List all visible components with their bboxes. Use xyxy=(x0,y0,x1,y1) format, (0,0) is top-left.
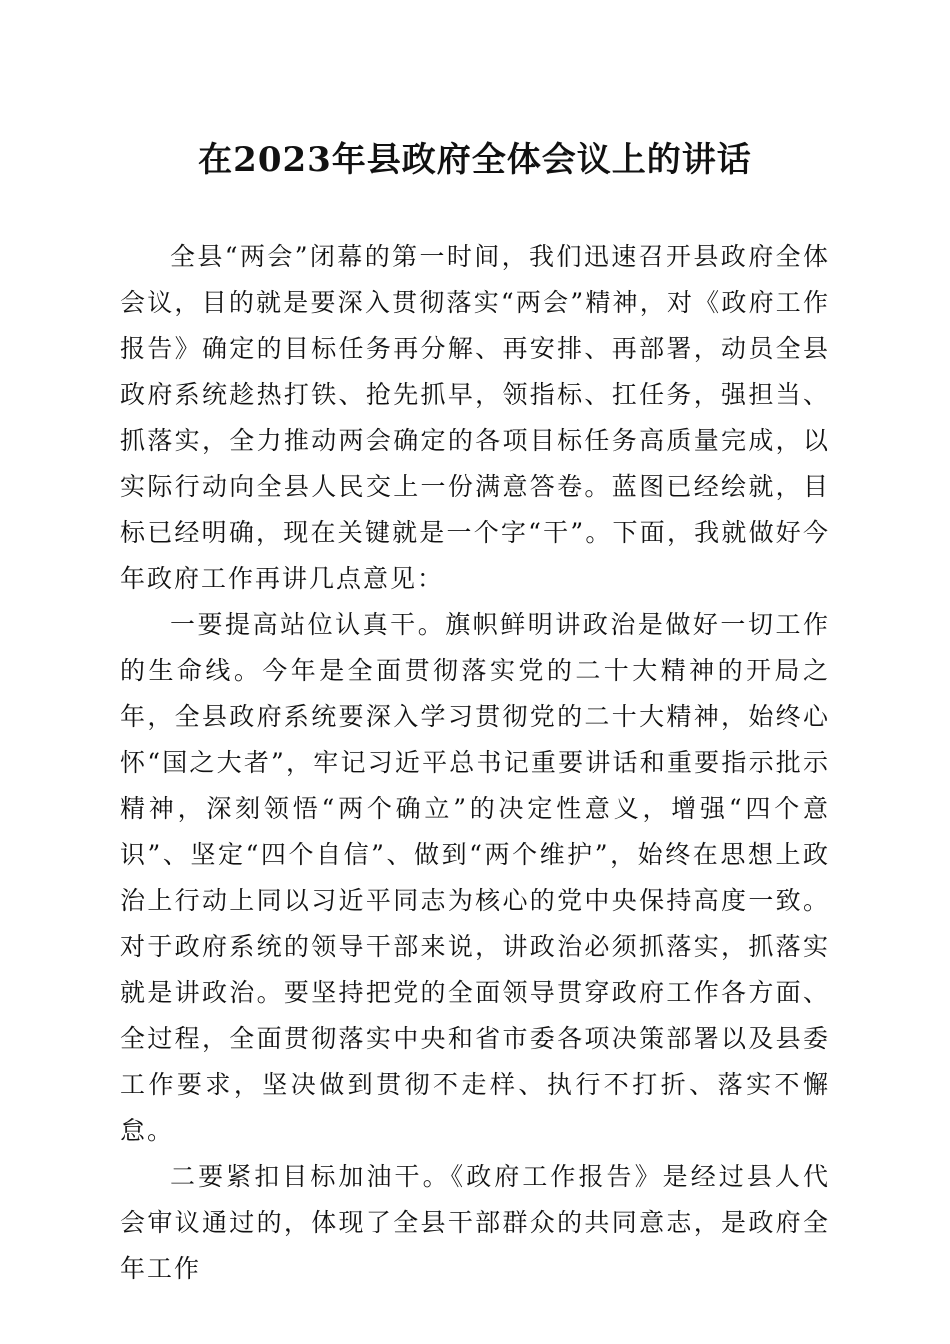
document-body xyxy=(120,234,830,1292)
paragraph-point-two: 二要紧扣目标加油干。《政府工作报告》是经过县人代会审议通过的，体现了全县干部群众的共同意志，是政府全年工作 xyxy=(120,1162,830,1283)
paragraph-point-one: 一要提高站位认真干。旗帜鲜明讲政治是做好一切工作的生命线。今年是全面贯彻落实党的二十大精神的开局之年，全县政府系统要深入学习贯彻党的二十大精神，始终心怀“国之大者”，牢记习近平总书记重要讲话和重要指示批示精神，深刻领悟“两个确立”的决定性意义，增强“四个意识”、坚定“四个自信”、做到“两个维护”，始终在思想上政治上行动上同以习近平同志为核心的党中央保持高度一致。对于政府系统的领导干部来说，讲政治必须抓落实，抓落实就是讲政治。要坚持把党的全面领导贯穿政府工作各方面、全过程，全面贯彻落实中央和省市委各项决策部署以及县委工作要求，坚决做到贯彻不走样、执行不打折、落实不懈怠。 xyxy=(120,610,830,1145)
paragraph-intro: 全县“两会”闭幕的第一时间，我们迅速召开县政府全体会议，目的就是要深入贯彻落实“两会”精神，对《政府工作报告》确定的目标任务再分解、再安排、再部署，动员全县政府系统趁热打铁、抢先抓早，领指标、扛任务，强担当、抓落实，全力推动两会确定的各项目标任务高质量完成，以实际行动向全县人民交上一份满意答卷。蓝图已经绘就，目标已经明确，现在关键就是一个字“干”。下面，我就做好今年政府工作再讲几点意见： xyxy=(120,242,830,593)
document-title: 在2023年县政府全体会议上的讲话 xyxy=(198,140,752,180)
